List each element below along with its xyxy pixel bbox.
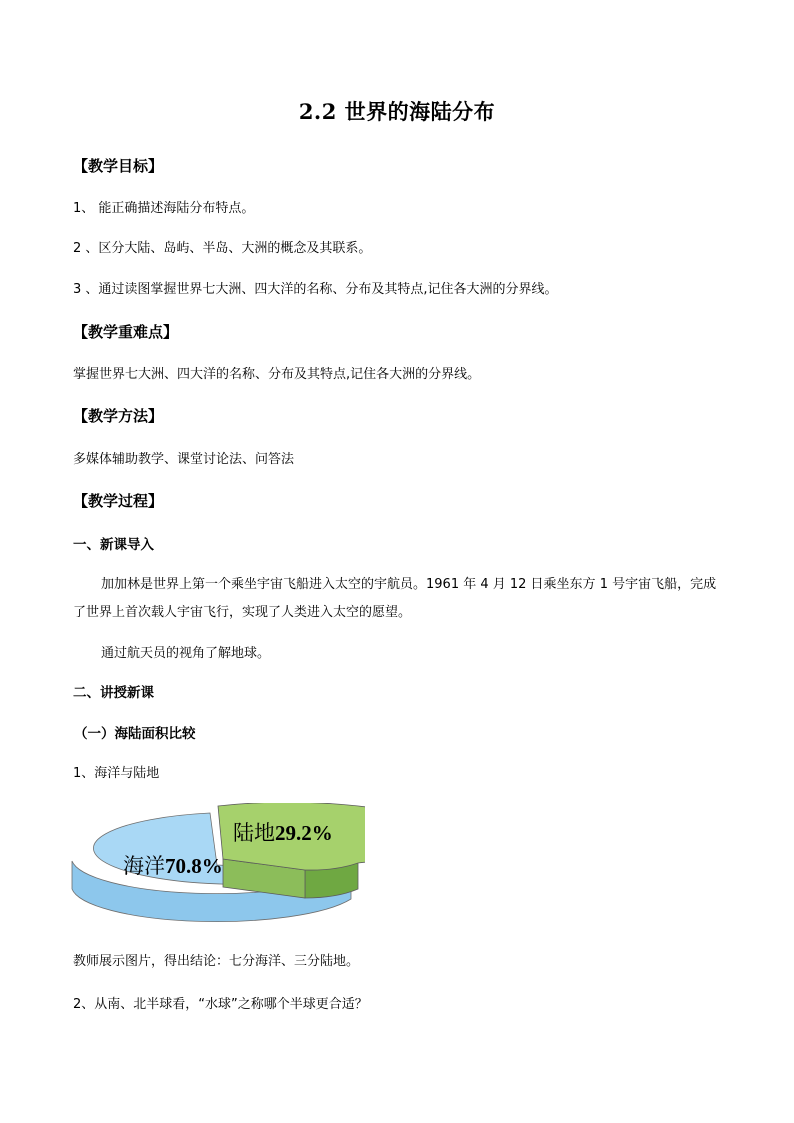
- question-2: 2、从南、北半球看，“水球”之称哪个半球更合适？: [73, 997, 368, 1012]
- objective-item-1: 1、 能正确描述海陆分布特点。: [73, 201, 255, 216]
- conclusion-text: 教师展示图片，得出结论：七分海洋、三分陆地。: [73, 954, 360, 969]
- ocean-label: 海洋70.8%: [123, 854, 223, 878]
- objectives-heading: 【教学目标】: [73, 157, 164, 175]
- process-heading: 【教学过程】: [73, 492, 164, 510]
- item1-label: 1、海洋与陆地: [73, 766, 160, 781]
- methods-text: 多媒体辅助教学、课堂讨论法、问答法: [73, 452, 295, 467]
- part1-heading: 一、新课导入: [73, 537, 154, 553]
- objective-item-3: 3 、通过读图掌握世界七大洲、四大洋的名称、分布及其特点,记住各大洲的分界线。: [73, 282, 558, 297]
- part1-paragraph: 加加林是世界上第一个乘坐宇宙飞船进入太空的宇航员。1961 年 4 月 12 日乘坐东方 1 号宇宙飞船，完成了世界上首次载人宇宙飞行，实现了人类进入太空的愿望。: [73, 577, 717, 620]
- subsection1-heading: （一）海陆面积比较: [74, 726, 196, 742]
- land-label: 陆地29.2%: [233, 821, 333, 845]
- keypoints-text: 掌握世界七大洲、四大洋的名称、分布及其特点,记住各大洲的分界线。: [73, 367, 481, 382]
- part1-paragraph-2: 通过航天员的视角了解地球。: [101, 646, 271, 661]
- part2-heading: 二、讲授新课: [73, 685, 154, 701]
- methods-heading: 【教学方法】: [73, 407, 164, 425]
- objective-item-2: 2 、区分大陆、岛屿、半岛、大洲的概念及其联系。: [73, 241, 372, 256]
- keypoints-heading: 【教学重难点】: [73, 323, 179, 341]
- page-title: 2.2 世界的海陆分布: [298, 99, 496, 124]
- pie-chart: [70, 803, 365, 930]
